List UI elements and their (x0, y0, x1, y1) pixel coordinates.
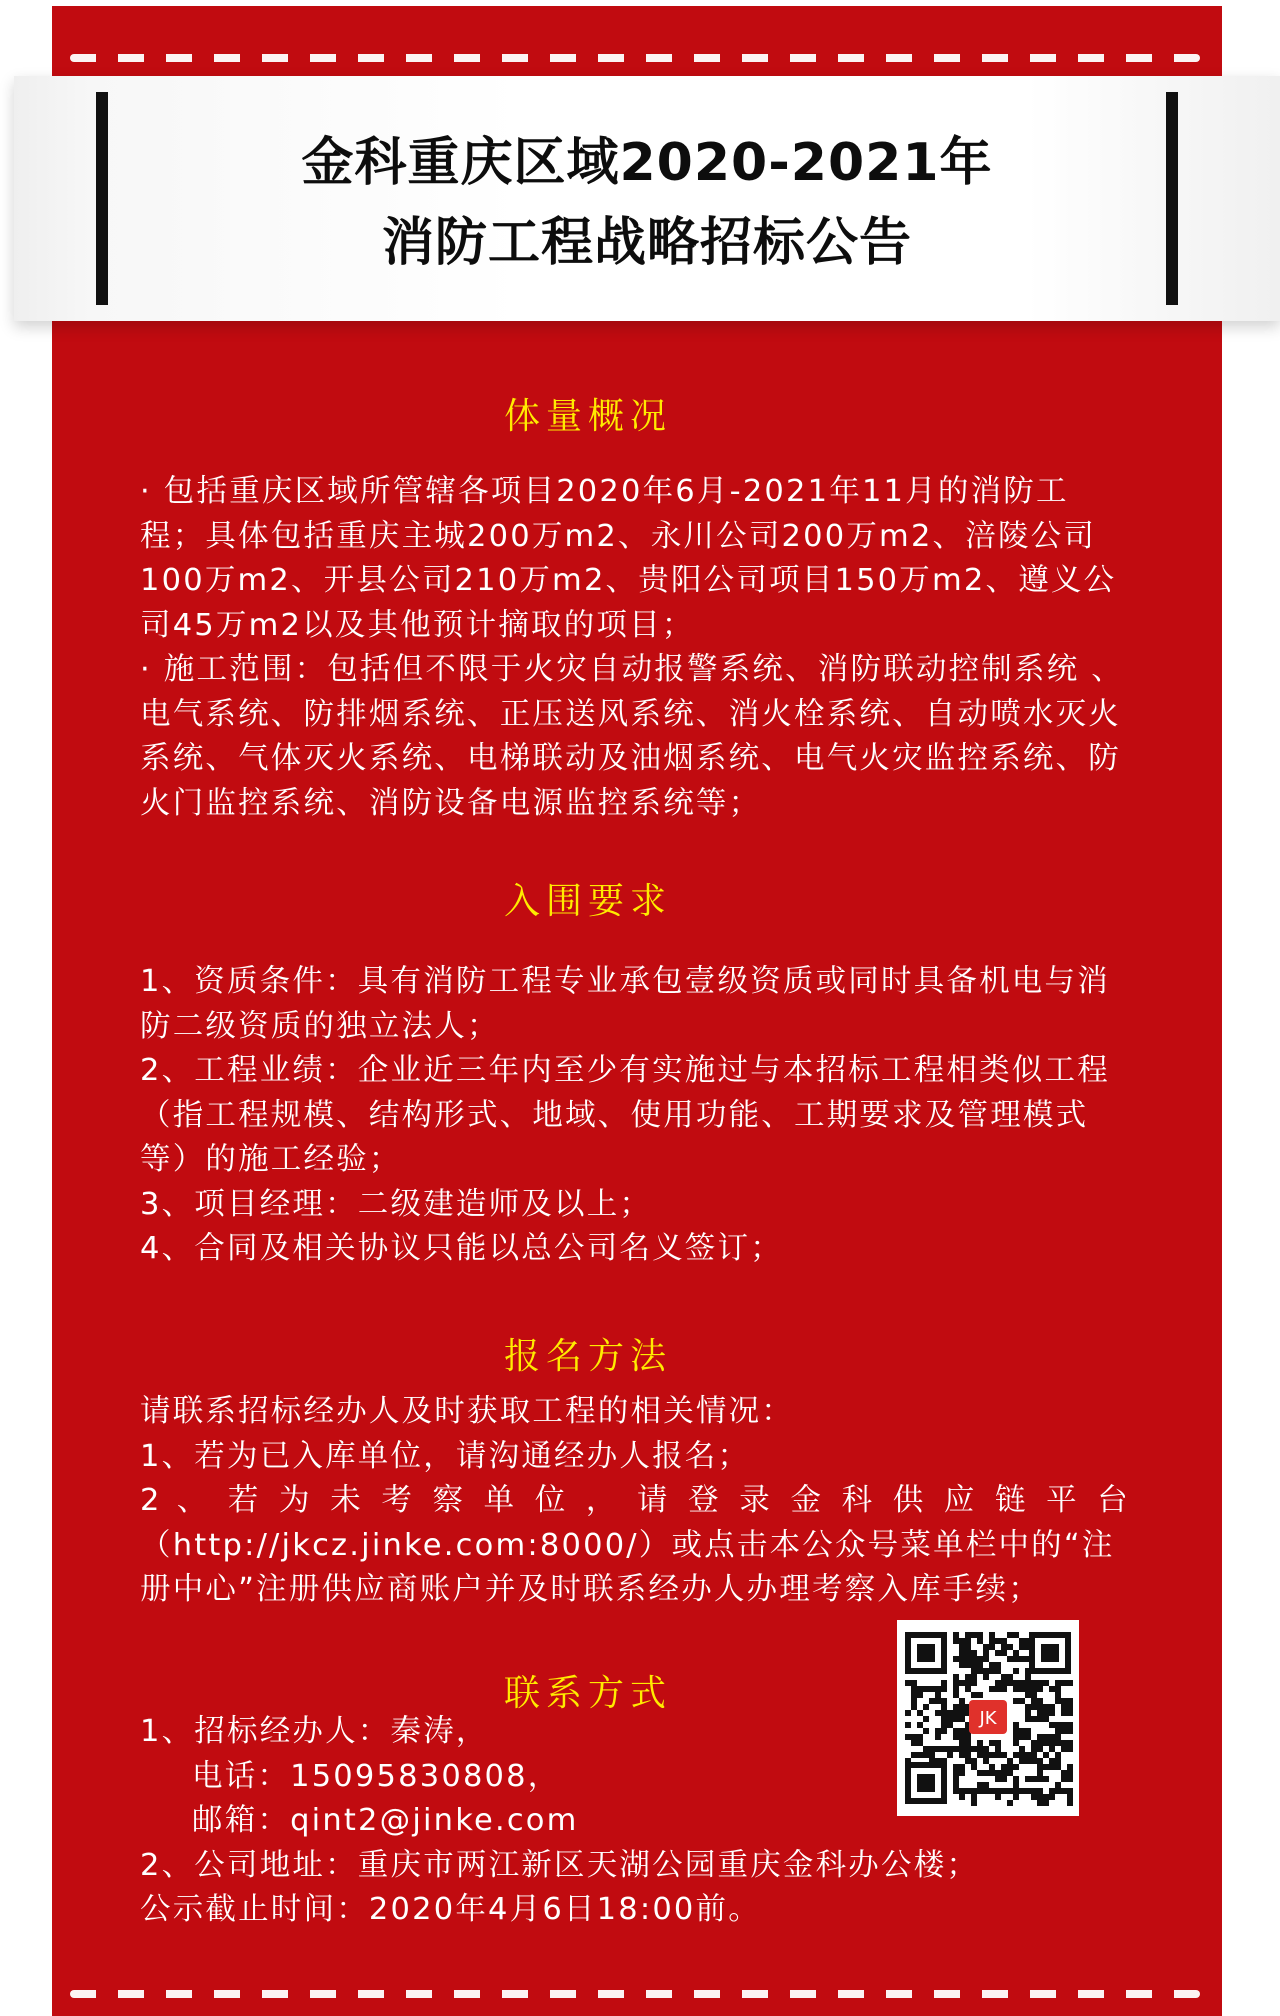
requirement-item: 2、工程业绩：企业近三年内至少有实施过与本招标工程相类似工程（指工程规模、结构形式、地域、使用功能、工期要求及管理模式等）的施工经验； (140, 1053, 1110, 1177)
page-title-line1: 金科重庆区域2020-2021年 (301, 133, 993, 193)
overview-heading: 体量概况 (503, 396, 672, 437)
requirement-item: 3、项目经理：二级建造师及以上； (140, 1186, 653, 1222)
signup-item-unregistered-line1: 2 、 若 为 未 考 察 单 位 ， 请 登 录 金 科 供 应 链 平 台 (140, 1483, 1130, 1518)
contact-phone: 电话：15095830808， (192, 1758, 561, 1794)
signup-heading: 报名方法 (503, 1336, 672, 1377)
contact-email[interactable]: 邮箱：qint2@jinke.com (192, 1803, 579, 1838)
company-address: 2、公司地址：重庆市两江新区天湖公园重庆金科办公楼； (140, 1847, 980, 1883)
deadline: 公示截止时间：2020年4月6日18:00前。 (140, 1892, 761, 1927)
signup-item-unregistered-rest: （http://jkcz.jinke.com:8000/）或点击本公众号菜单栏中的“注册中心”注册供应商账户并及时联系经办人办理考察入库手续； (140, 1527, 1115, 1607)
title-banner (14, 76, 1280, 321)
requirements-heading: 入围要求 (503, 881, 672, 922)
signup-intro: 请联系招标经办人及时获取工程的相关情况： (140, 1394, 794, 1429)
bottom-dashed-border (70, 1990, 1200, 1998)
contact-heading: 联系方式 (503, 1673, 672, 1714)
overview-paragraph-scope: · 包括重庆区域所管辖各项目2020年6月-2021年11月的消防工程；具体包括重庆主城200万m2、永川公司200万m2、涪陵公司100万m2、开县公司210万m2、贵阳公司项目150万m2、遵义公司45万m2以及其他预计摘取的项目； (140, 474, 1117, 643)
signup-body (140, 1390, 1130, 1613)
contact-person: 1、招标经办人：秦涛， (140, 1714, 489, 1749)
qr-code-icon[interactable] (897, 1620, 1079, 1816)
requirements-list (140, 960, 1130, 1272)
overview-body (140, 470, 1130, 826)
top-dashed-border (70, 54, 1200, 62)
overview-paragraph-range: · 施工范围：包括但不限于火灾自动报警系统、消防联动控制系统 、电气系统、防排烟系统、正压送风系统、消火栓系统、自动喷水灭火系统、气体灭火系统、电梯联动及油烟系统、电气火灾监控系统、防火门监控系统、消防设备电源监控系统等； (140, 652, 1124, 821)
qr-code-graphic (897, 1620, 1079, 1816)
requirement-item: 1、资质条件：具有消防工程专业承包壹级资质或同时具备机电与消防二级资质的独立法人； (140, 964, 1110, 1044)
requirement-item: 4、合同及相关协议只能以总公司名义签订； (140, 1231, 783, 1266)
signup-item-registered: 1、若为已入库单位，请沟通经办人报名； (140, 1438, 751, 1474)
qr-logo-text: JK (979, 1708, 997, 1729)
page-title-line2: 消防工程战略招标公告 (381, 213, 912, 273)
